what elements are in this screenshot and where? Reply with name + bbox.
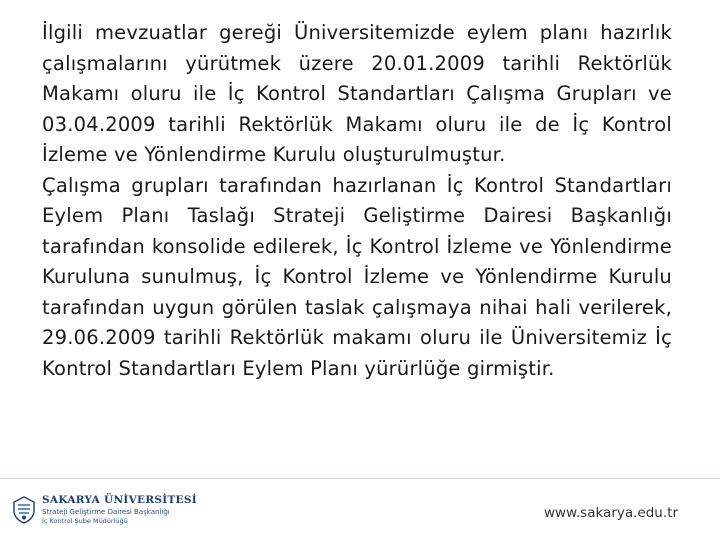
- slide-content: [42, 18, 672, 384]
- paragraph-2: Çalışma grupları tarafından hazırlanan İç Kontrol Standartları Eylem Planı Taslağı Strateji Geliştirme Dairesi Başkanlığı tarafından konsolide edilerek, İç Kontrol İzleme ve Yönlendirme Kuruluna sunulmuş, İç Kontrol İzleme ve Yönlendirme Kurulu tarafından uygun görülen taslak çalışmaya nihai hali verilerek, 29.06.2009 tarihli Rektörlük makamı oluru ile Üniversitemiz İç Kontrol Standartları Eylem Planı yürürlüğe girmiştir.: [42, 173, 672, 380]
- footer-divider: [0, 478, 720, 479]
- website-url: www.sakarya.edu.tr: [543, 505, 678, 521]
- university-emblem-icon: [12, 496, 36, 524]
- paragraph-1: İlgili mevzuatlar gereği Üniversitemizde eylem planı hazırlık çalışmalarını yürütmek üzere 20.01.2009 tarihli Rektörlük Makamı oluru ile İç Kontrol Standartları Çalışma Grupları ve 03.04.2009 tarihli Rektörlük Makamı oluru ile de İç Kontrol İzleme ve Yönlendirme Kurulu oluşturulmuştur.: [42, 21, 672, 166]
- logo-department: Strateji Geliştirme Dairesi Başkanlığı: [42, 507, 170, 516]
- logo-subunit: İç Kontrol Şube Müdürlüğü: [42, 516, 128, 525]
- university-logo: [12, 495, 197, 524]
- logo-university-name: SAKARYA ÜNİVERSİTESİ: [42, 494, 197, 506]
- logo-text: [42, 495, 197, 524]
